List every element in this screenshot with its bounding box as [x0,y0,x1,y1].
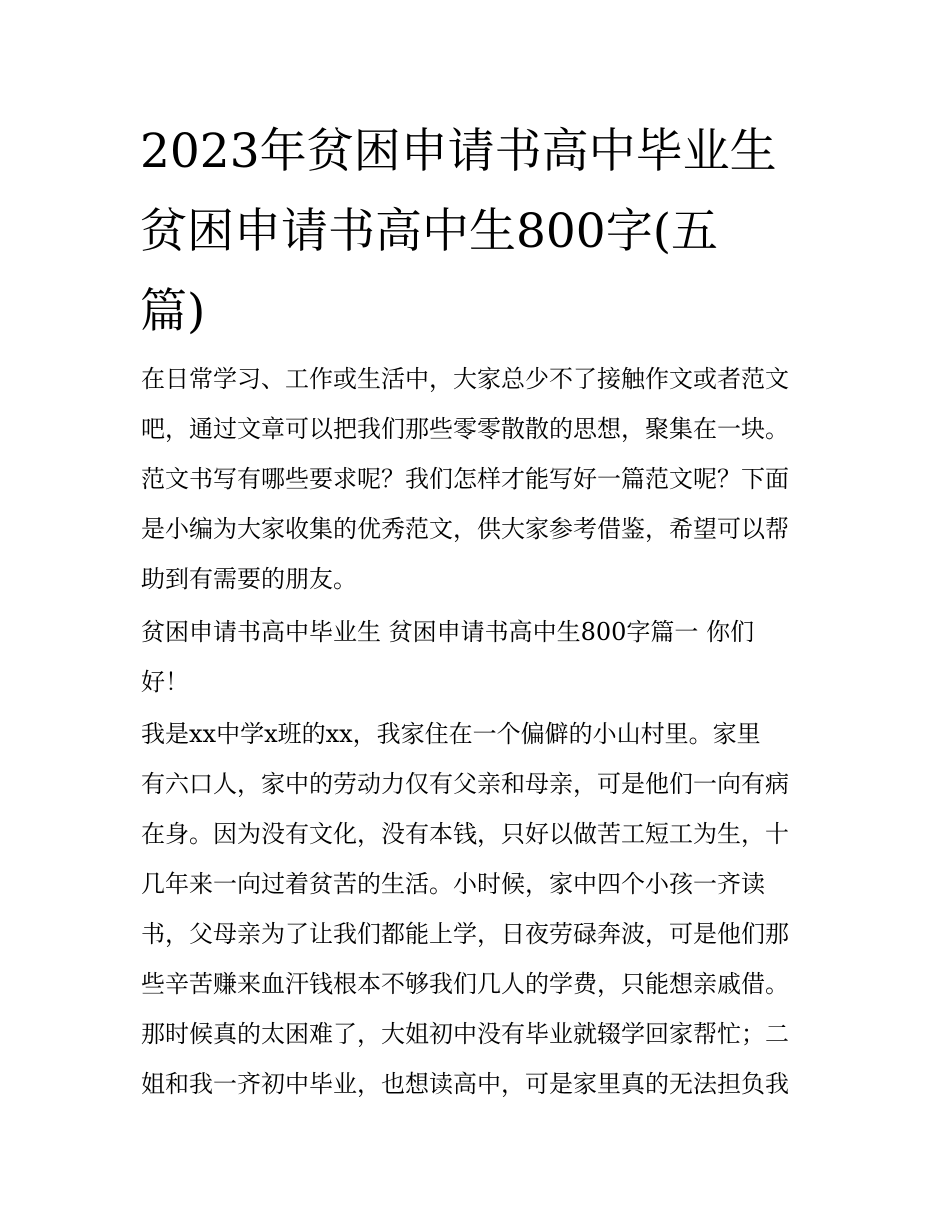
title-line-3: 篇) [140,284,206,339]
title-line-2: 贫困申请书高中生800字(五 [140,204,719,259]
body-line: 在身。因为没有文化，没有本钱，只好以做苦工短工为生，十 [141,820,789,848]
body-line: 几年来一向过着贫苦的生活。小时候，家中四个小孩一齐读 [141,870,765,898]
body-line: 助到有需要的朋友。 [141,565,357,593]
body-line: 范文书写有哪些要求呢？我们怎样才能写好一篇范文呢？下面 [141,465,789,493]
body-line: 吧，通过文章可以把我们那些零零散散的思想，聚集在一块。 [141,415,789,443]
body-line: 好！ [141,668,189,696]
title-line-1: 2023年贫困申请书高中毕业生 [140,124,777,179]
body-line: 在日常学习、工作或生活中，大家总少不了接触作文或者范文 [141,365,789,393]
body-line: 是小编为大家收集的优秀范文，供大家参考借鉴，希望可以帮 [141,515,789,543]
section-heading-line: 贫困申请书高中毕业生 贫困申请书高中生800字篇一 你们 [141,618,755,646]
document-title [140,112,820,352]
body-line: 有六口人，家中的劳动力仅有父亲和母亲，可是他们一向有病 [141,770,789,798]
body-line: 我是xx中学x班的xx，我家住在一个偏僻的小山村里。家里 [141,720,761,748]
body-line: 姐和我一齐初中毕业，也想读高中，可是家里真的无法担负我 [141,1070,789,1098]
body-line: 书，父母亲为了让我们都能上学，日夜劳碌奔波，可是他们那 [141,920,789,948]
body-line: 些辛苦赚来血汗钱根本不够我们几人的学费，只能想亲戚借。 [141,970,789,998]
body-line: 那时候真的太困难了，大姐初中没有毕业就辍学回家帮忙；二 [141,1020,789,1048]
